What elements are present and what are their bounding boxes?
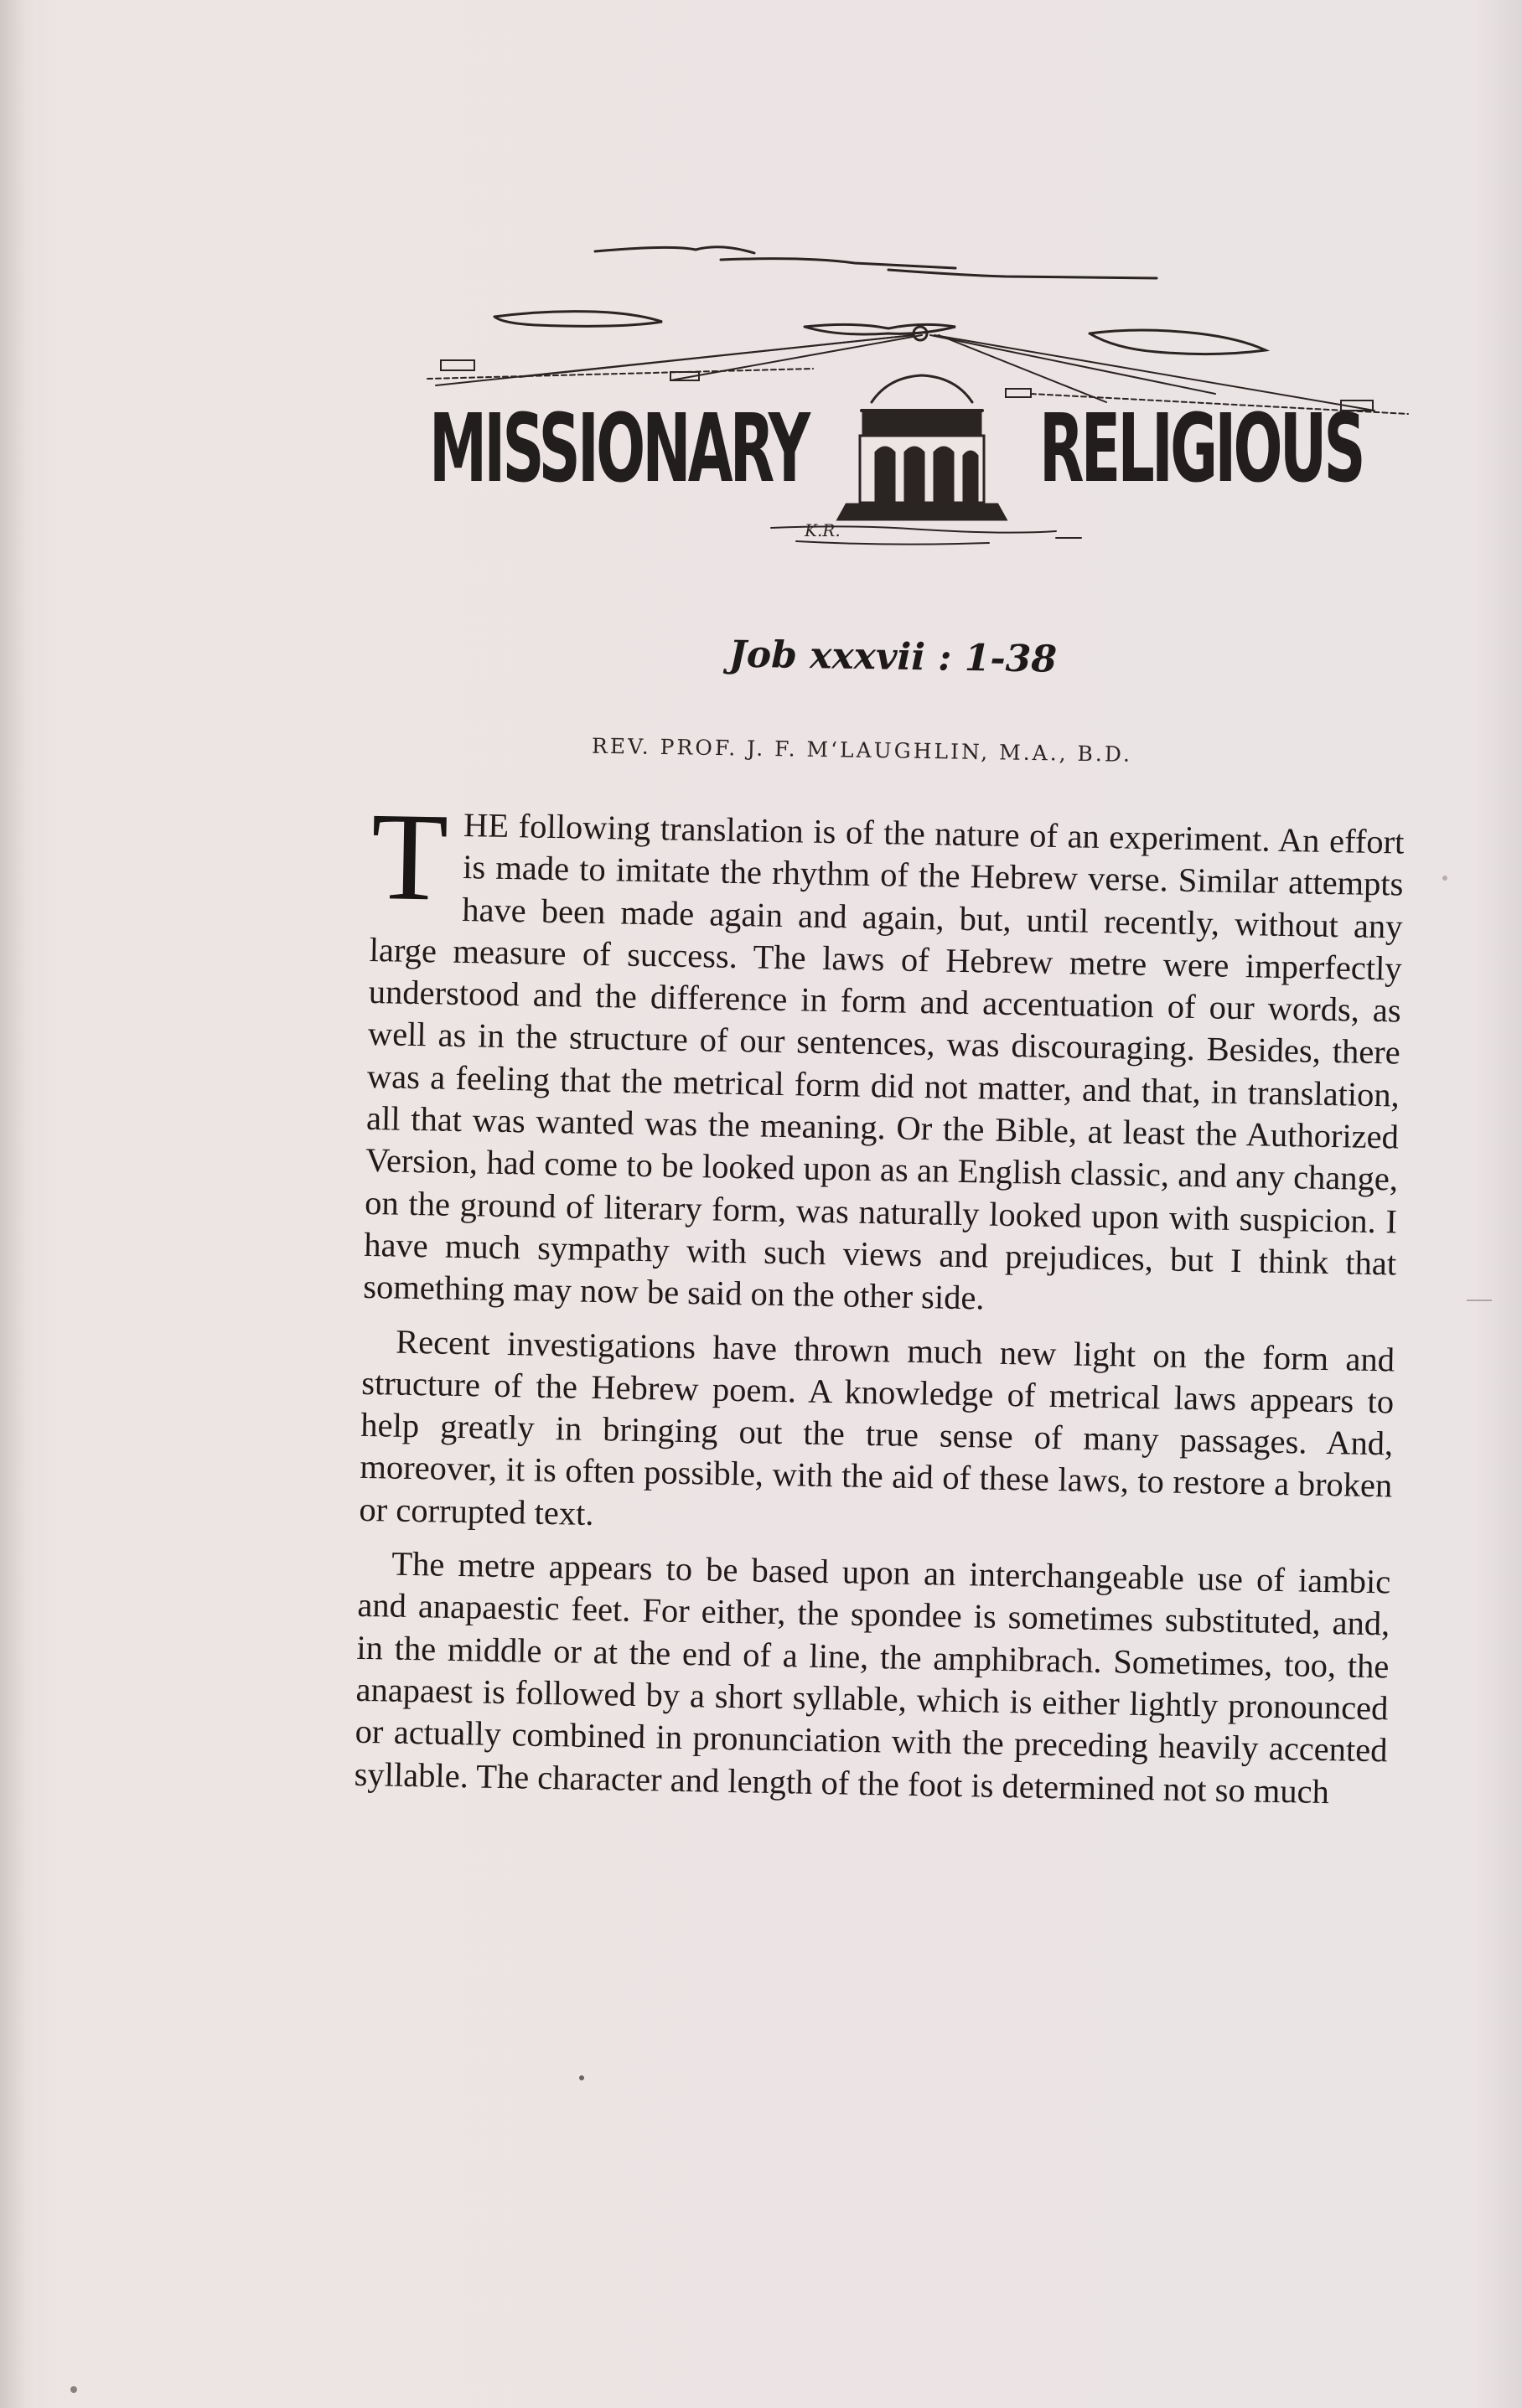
artist-signature: K.R. [805,520,841,540]
paragraph-1-text: HE following translation is of the nature of an experiment. An effort is made to imitate the rhythm of the Hebrew verse. Similar attempts have been made again and again, but, until recently, without any large measure of success. The laws of Hebrew metre were imperfectly understood and the difference in form and accentuation of our words, as well as in the structure of our sentences, was discouraging. Besides, there was a feeling that the metrical form did not matter, and that, in translation, all that was wanted was the meaning. Or the Bible, at least the Authorized Version, had come to be looked upon as an English classic, and any change, on the ground of literary form, was naturally looked upon with suspicion. I have much sympathy with such views and prejudices, but I think that something may now be said on the other side. [363,806,1405,1317]
header-word-religious: RELIGIOUS [1039,395,1363,504]
paragraph-1 [363,787,1405,1327]
article-title: Job xxxvii : 1-38 [728,633,1058,681]
paragraph-2: Recent investigations have thrown much new light on the form and structure of the Hebrew poem. A knowledge of metrical laws appears to help greatly in bringing out the true sense of many passages. And, moreover, it is often possible, with the aid of these laws, to restore a broken or corrupted text. [359,1322,1395,1532]
article-byline: REV. PROF. J. F. M‘LAUGHLIN, M.A., B.D. [591,733,1133,767]
drop-cap: T [370,787,449,928]
paragraph-3: The metre appears to be based upon an interchangeable use of iambic and anapaestic feet. For either, the spondee is sometimes substituted, and, in the middle or at the end of a line, the amphibrach. Sometimes, too, the anapaest is followed by a short syllable, which is either lightly pronounced or actually combined in pronunciation with the preceding heavily accented syllable. The character and length of the foot is determined not so much [354,1544,1391,1811]
article-body [354,787,1405,1814]
header-word-missionary: MISSIONARY [429,395,808,504]
binding-edge [0,0,39,2408]
